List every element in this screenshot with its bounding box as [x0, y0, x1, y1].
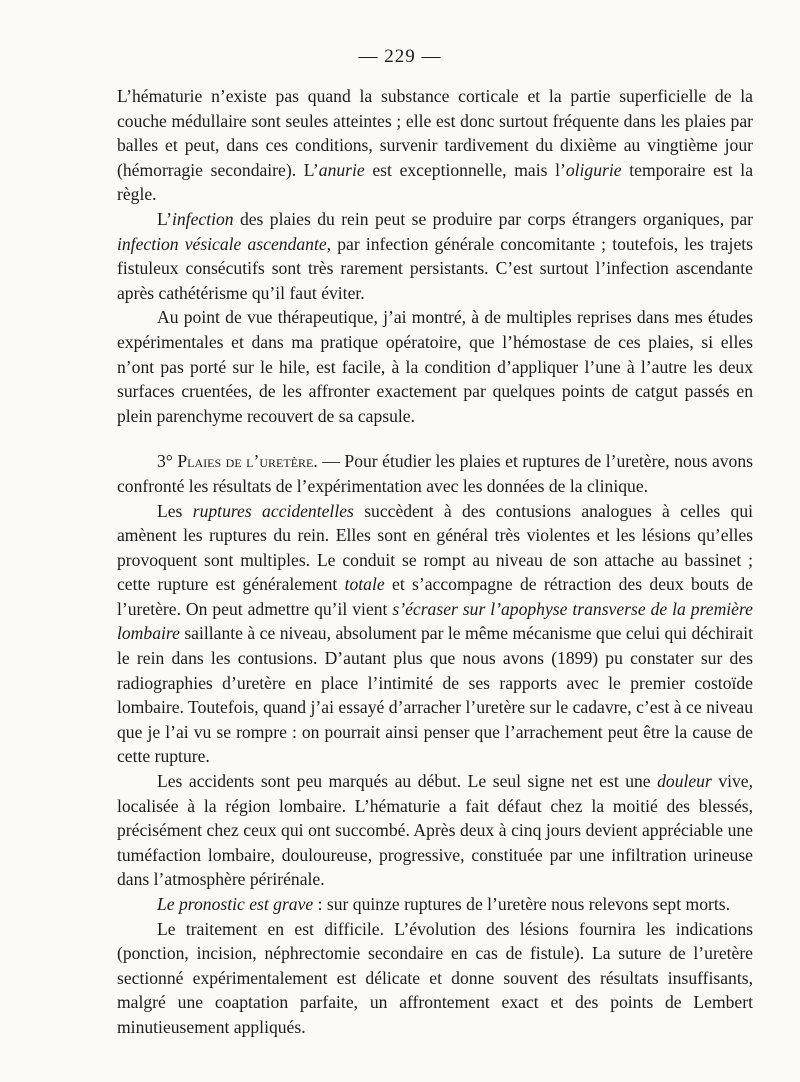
- text-run: vive, localisée à la région lombaire. L’hématurie a fait défaut chez la moitié des blessés, précisément chez ceux qui ont succombé. Après deux à cinq jours devient appréciable une tuméfaction lombaire, douloureuse, progressive, constituée par une infiltration urineuse dans l’atmosphère périrénale.: [117, 771, 754, 890]
- text-run: saillante à ce niveau, absolument par le même mécanisme que celui qui déchirait le rein dans les contusions. D’autant plus que nous avons (1899) pu constater sur des radiographies d’uretère en place l’intimité de ses rapports avec le premier costoïde lombaire. Toutefois, quand j’ai essayé d’arracher l’uretère sur le cadavre, c’est à ce niveau que je l’ai vu se rompre : on pourrait ainsi penser que l’arrachement peut être la cause de cette rupture.: [117, 623, 753, 767]
- paragraph-p3: [117, 305, 753, 428]
- text-run: : sur quinze ruptures de l’uretère nous relevons sept morts.: [313, 894, 730, 914]
- italic-text: douleur: [657, 771, 712, 792]
- paragraph-p6: [117, 769, 753, 892]
- text-run: succèdent à des contusions analogues à celles qui amènent les ruptures du rein. Elles sont en général très violentes et les lésions qu’elles provoquent sont multiples. Le conduit se rompt au niveau de son attache au bassinet ; cette rupture est généralement: [117, 500, 754, 595]
- body-text: [117, 84, 753, 1040]
- italic-text: ruptures accidentelles: [192, 500, 354, 521]
- text-run: , par infection générale concomitante ; toutefois, les trajets fistuleux consécutifs sont très rarement persistants. C’est surtout l’infection ascendante après cathétérisme qu’il faut éviter.: [117, 233, 753, 303]
- italic-text: totale: [344, 574, 385, 595]
- section-heading: Plaies de l’uretère.: [177, 451, 318, 472]
- text-run: — Pour étudier les plaies et ruptures de l’uretère, nous avons confronté les résultats de l’expérimentation avec les données de la clinique.: [117, 451, 753, 496]
- italic-text: s’écraser sur l’apophyse transverse de la première lombaire: [117, 598, 753, 644]
- text-run: est exceptionnelle, mais l’: [364, 159, 566, 180]
- italic-text: infection vésicale ascendante: [117, 233, 327, 254]
- paragraph-p1: [117, 84, 753, 207]
- paragraph-p5: [117, 499, 753, 770]
- paragraph-p8: [117, 917, 753, 1040]
- text-run: 3°: [157, 451, 178, 472]
- text-run: temporaire est la règle.: [117, 159, 754, 205]
- page-number: — 229 —: [358, 46, 442, 67]
- text-run: Les: [157, 500, 193, 521]
- paragraph-p4: [117, 449, 753, 498]
- text-run: des plaies du rein peut se produire par corps étrangers organiques, par: [233, 208, 753, 229]
- italic-text: Le pronostic est grave: [157, 894, 314, 914]
- paragraph-p7: [117, 892, 753, 917]
- text-run: L’: [157, 208, 172, 229]
- text-run: Les accidents sont peu marqués au début. Le seul signe net est une: [157, 771, 658, 792]
- text-run: Le traitement en est difficile. L’évolution des lésions fournira les indications (ponction, incision, néphrectomie secondaire en cas de fistule). La suture de l’uretère sectionné expérimentalement est délicate et donne souvent des résultats insuffisants, malgré une coaptation parfaite, un affrontement exact et des points de Lembert minutieusement appliqués.: [117, 918, 753, 1037]
- text-run: et s’accompagne de rétraction des deux bouts de l’uretère. On peut admettre qu’il vient: [117, 574, 753, 619]
- text-run: Au point de vue thérapeutique, j’ai montré, à de multiples reprises dans mes études expérimentales et dans ma pratique opératoire, que l’hémostase de ces plaies, si elles n’ont pas porté sur le hile, est facile, à la condition d’appliquer l’une à l’autre les deux surfaces cruentées, de les affronter exactement par quelques points de catgut passés en plein parenchyme recouvert de sa capsule.: [117, 307, 753, 426]
- paragraph-p2: [117, 207, 753, 305]
- italic-text: anurie: [318, 159, 365, 180]
- italic-text: oligurie: [565, 159, 622, 180]
- italic-text: infection: [172, 208, 234, 229]
- text-run: L’hématurie n’existe pas quand la substance corticale et la partie superficielle de la couche médullaire sont seules atteintes ; elle est donc surtout fréquente dans les plaies par balles et peut, dans ces conditions, survenir tardivement du dixième au vingtième jour (hémorragie secondaire). L’: [117, 86, 753, 180]
